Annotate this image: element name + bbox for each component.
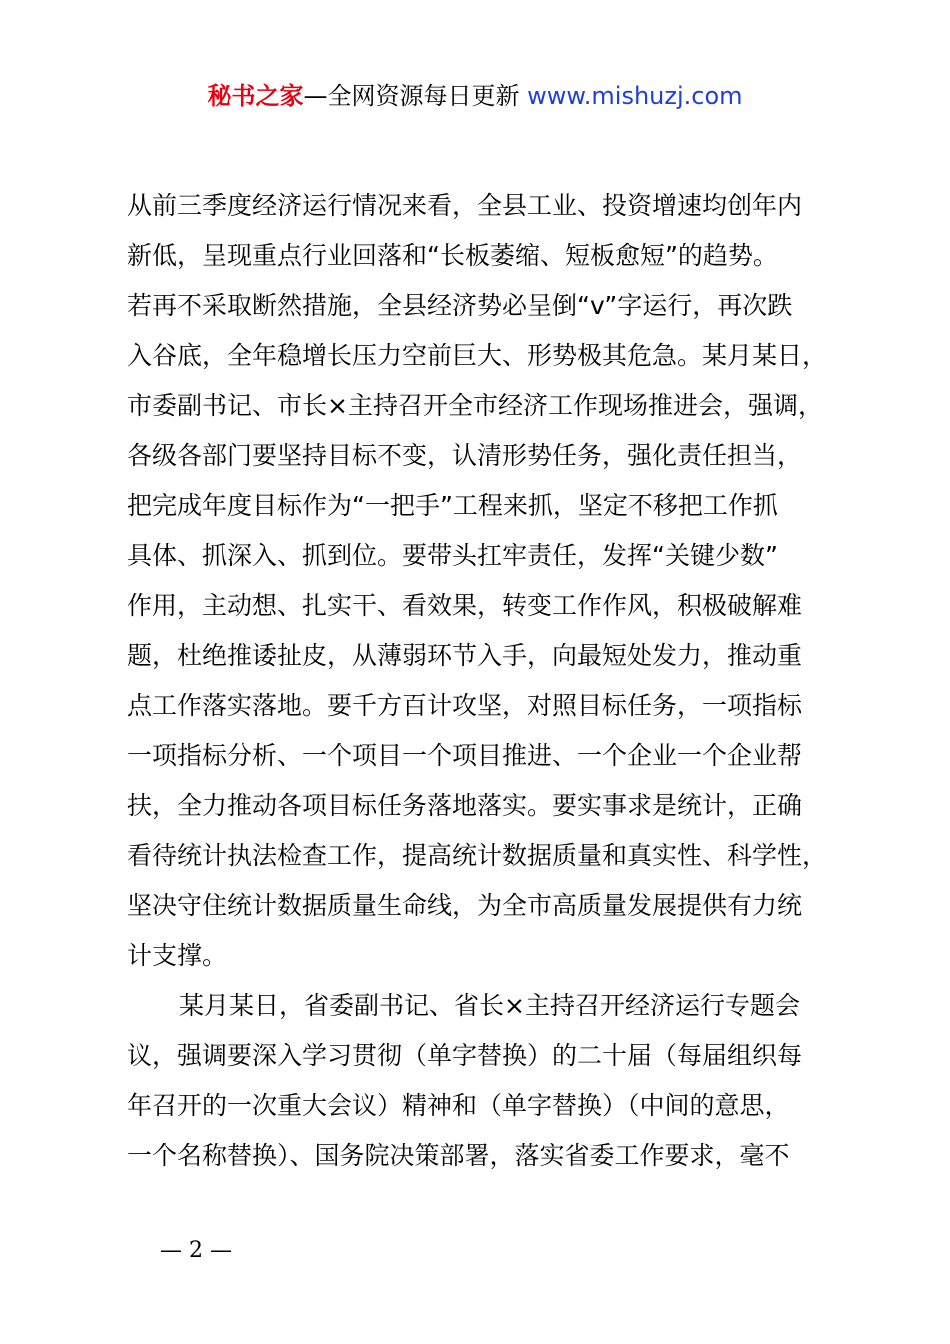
text-line: 坚决守住统计数据质量生命线，为全市高质量发展提供有力统 — [127, 891, 803, 920]
paragraph-1 — [127, 181, 847, 981]
text-line: 计支撑。 — [127, 941, 228, 970]
text-line: 把完成年度目标作为“一把手”工程来抓，坚定不移把工作抓 — [127, 491, 778, 520]
text-line: 市委副书记、市长×主持召开全市经济工作现场推进会，强调， — [127, 391, 823, 420]
text-line: 新低，呈现重点行业回落和“长板萎缩、短板愈短”的趋势。 — [127, 241, 778, 270]
page-number: — 2 — — [160, 1238, 232, 1263]
site-url-link[interactable]: www.mishuzj.com — [527, 82, 743, 110]
text-line: 一个名称替换）、国务院决策部署，落实省委工作要求，毫不 — [127, 1141, 790, 1170]
site-header — [0, 80, 950, 112]
text-line: 年召开的一次重大会议）精神和（单字替换）（中间的意思， — [127, 1091, 790, 1120]
document-body — [127, 181, 847, 1181]
text-line: 议，强调要深入学习贯彻（单字替换）的二十届（每届组织每 — [127, 1041, 803, 1070]
text-line: 某月某日，省委副书记、省长×主持召开经济运行专题会 — [179, 991, 800, 1020]
text-line: 从前三季度经济运行情况来看，全县工业、投资增速均创年内 — [127, 191, 803, 220]
paragraph-2 — [127, 981, 847, 1181]
text-line: 各级各部门要坚持目标不变，认清形势任务，强化责任担当， — [127, 441, 803, 470]
text-line: 若再不采取断然措施，全县经济势必呈倒“v”字运行，再次跌 — [127, 291, 793, 320]
text-line: 作用，主动想、扎实干、看效果，转变工作作风，积极破解难 — [127, 591, 803, 620]
text-line: 点工作落实落地。要千方百计攻坚，对照目标任务，一项指标 — [127, 691, 803, 720]
brand-name: 秘书之家 — [207, 82, 304, 110]
text-line: 入谷底，全年稳增长压力空前巨大、形势极其危急。某月某日， — [127, 341, 828, 370]
text-line: 具体、抓深入、抓到位。要带头扛牢责任，发挥“关键少数” — [127, 541, 778, 570]
header-tagline: —全网资源每日更新 — [303, 82, 528, 110]
text-line: 扶，全力推动各项目标任务落地落实。要实事求是统计，正确 — [127, 791, 803, 820]
text-line: 看待统计执法检查工作，提高统计数据质量和真实性、科学性， — [127, 841, 828, 870]
text-line: 题，杜绝推诿扯皮，从薄弱环节入手，向最短处发力，推动重 — [127, 641, 803, 670]
text-line: 一项指标分析、一个项目一个项目推进、一个企业一个企业帮 — [127, 741, 803, 770]
